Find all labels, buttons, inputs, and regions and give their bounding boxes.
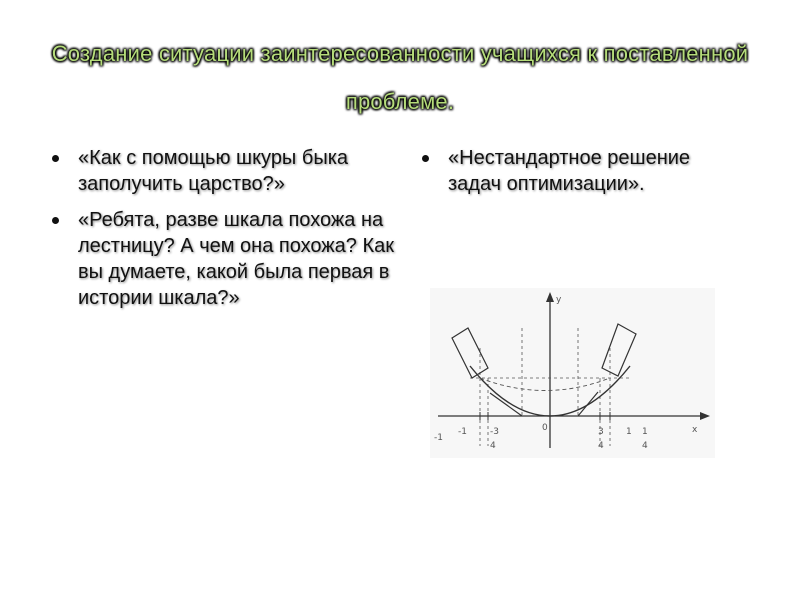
axis-x-label: x — [692, 425, 698, 435]
bullet-icon — [422, 155, 429, 162]
tick-label: -1 — [458, 427, 467, 437]
tick-label: 4 — [598, 441, 604, 451]
left-column — [48, 145, 398, 321]
bullet-item — [48, 145, 398, 197]
right-column — [418, 145, 718, 207]
bullet-item — [418, 145, 718, 197]
tick-label: 3 — [598, 427, 604, 437]
origin-label: 0 — [542, 423, 548, 433]
y-axis-arrow-icon — [546, 292, 554, 302]
x-axis-arrow-icon — [700, 412, 710, 420]
left-bullet-list — [48, 145, 398, 311]
tick-label: 4 — [490, 441, 496, 451]
tick-label: 1 — [626, 427, 632, 437]
right-bullet-list — [418, 145, 718, 197]
bullet-icon — [52, 155, 59, 162]
axis-y-label: y — [556, 295, 562, 305]
tick-label: -3 — [490, 427, 499, 437]
tick-label: 4 — [642, 441, 648, 451]
slide-title: Создание ситуации заинтересованности учащихся к поставленной проблеме. — [51, 41, 749, 114]
tick-label: -1 — [434, 433, 443, 443]
bullet-item — [48, 207, 398, 311]
tick-label: 1 — [642, 427, 648, 437]
chord-arc — [480, 378, 610, 391]
bullet-icon — [52, 217, 59, 224]
bullet-text: «Как с помощью шкуры быка заполучить царство?» — [78, 147, 349, 195]
graph-svg — [430, 288, 715, 458]
bullet-text: «Нестандартное решение задач оптимизации». — [448, 147, 691, 195]
parabola-graph-image — [430, 288, 715, 458]
bullet-text: «Ребята, разве шкала похожа на лестницу? А чем она похожа? Как вы думаете, какой была первая в истории шкала?» — [78, 209, 395, 309]
